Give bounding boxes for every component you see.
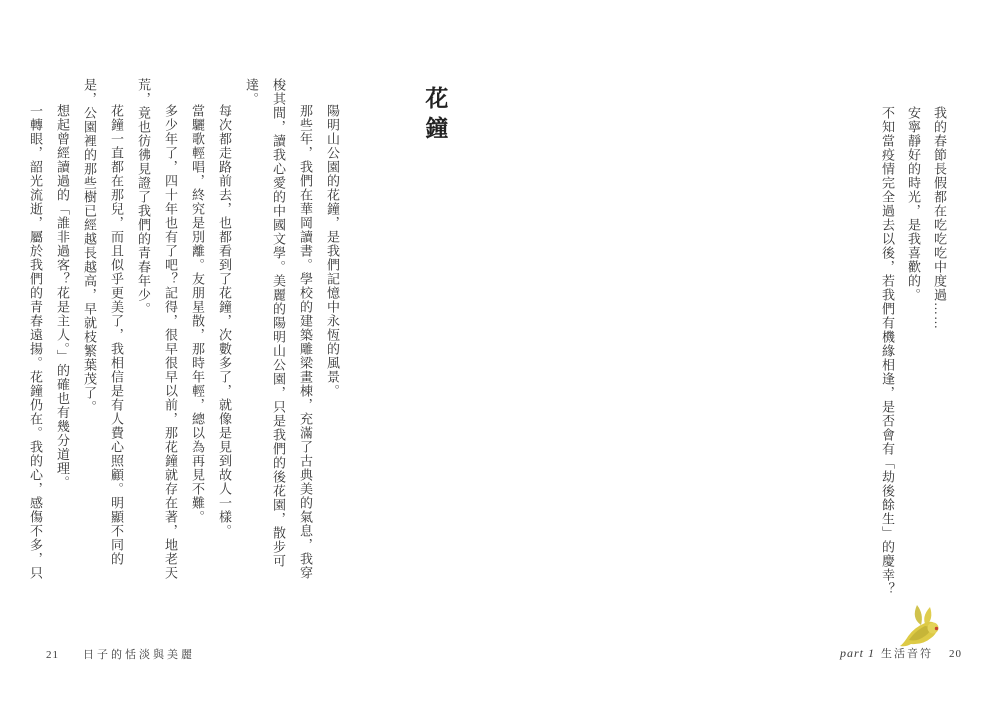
- part-label: part 1: [840, 646, 876, 660]
- paragraph: 那些年，我們在華岡讀書。學校的建築雕梁畫棟，充滿了古典美的氣息，我穿梭其間，讀我心愛的中國文學。美麗的陽明山公園，只是我們的後花園，散步可達。: [244, 78, 313, 580]
- paragraph: 不知當疫情完全過去以後，若我們有機緣相逢，是否會有「劫後餘生」的慶幸？: [880, 106, 895, 596]
- right-page-text: [872, 80, 952, 600]
- yellow-bird-icon: [897, 604, 945, 648]
- paragraph: 安寧靜好的時光，是我喜歡的。: [906, 106, 921, 302]
- essay-title: 花鐘: [422, 86, 448, 146]
- section-title: 生活音符: [881, 648, 934, 660]
- paragraph: 想起曾經讀過的「誰非過客？花是主人。」的確也有幾分道理。: [55, 104, 70, 490]
- running-title: 日子的恬淡與美麗: [83, 649, 195, 661]
- left-page-text: [28, 78, 346, 590]
- paragraph: 陽明山公園的花鐘，是我們記憶中永恆的風景。: [325, 104, 340, 398]
- page-number-right: 20: [949, 648, 963, 660]
- paragraph: 一轉眼，韶光流逝，屬於我們的青春遠揚。花鐘仍在。我的心，感傷不多，只: [28, 104, 43, 580]
- paragraph: 花鐘一直都在那兒，而且似乎更美了，我相信是有人費心照顧。明顯不同的是，公園裡的那些樹已經越長越高，早就枝繁葉茂了。: [82, 78, 124, 566]
- paragraph: 當驪歌輕唱，終究是別離。友朋星散，那時年輕，總以為再見不難。: [190, 104, 205, 524]
- right-page-footer: [840, 645, 963, 661]
- paragraph: 每次都走路前去，也都看到了花鐘，次數多了，就像是見到故人一樣。: [217, 104, 232, 538]
- paragraph: 我的春節長假都在吃吃吃中度過……: [932, 106, 947, 330]
- paragraph: 多少年了，四十年也有了吧？記得，很早很早以前，那花鐘就存在著，地老天荒，竟也彷彿見證了我們的青春年少。: [136, 78, 178, 580]
- left-page-footer: [46, 646, 195, 662]
- page-number-left: 21: [46, 649, 59, 661]
